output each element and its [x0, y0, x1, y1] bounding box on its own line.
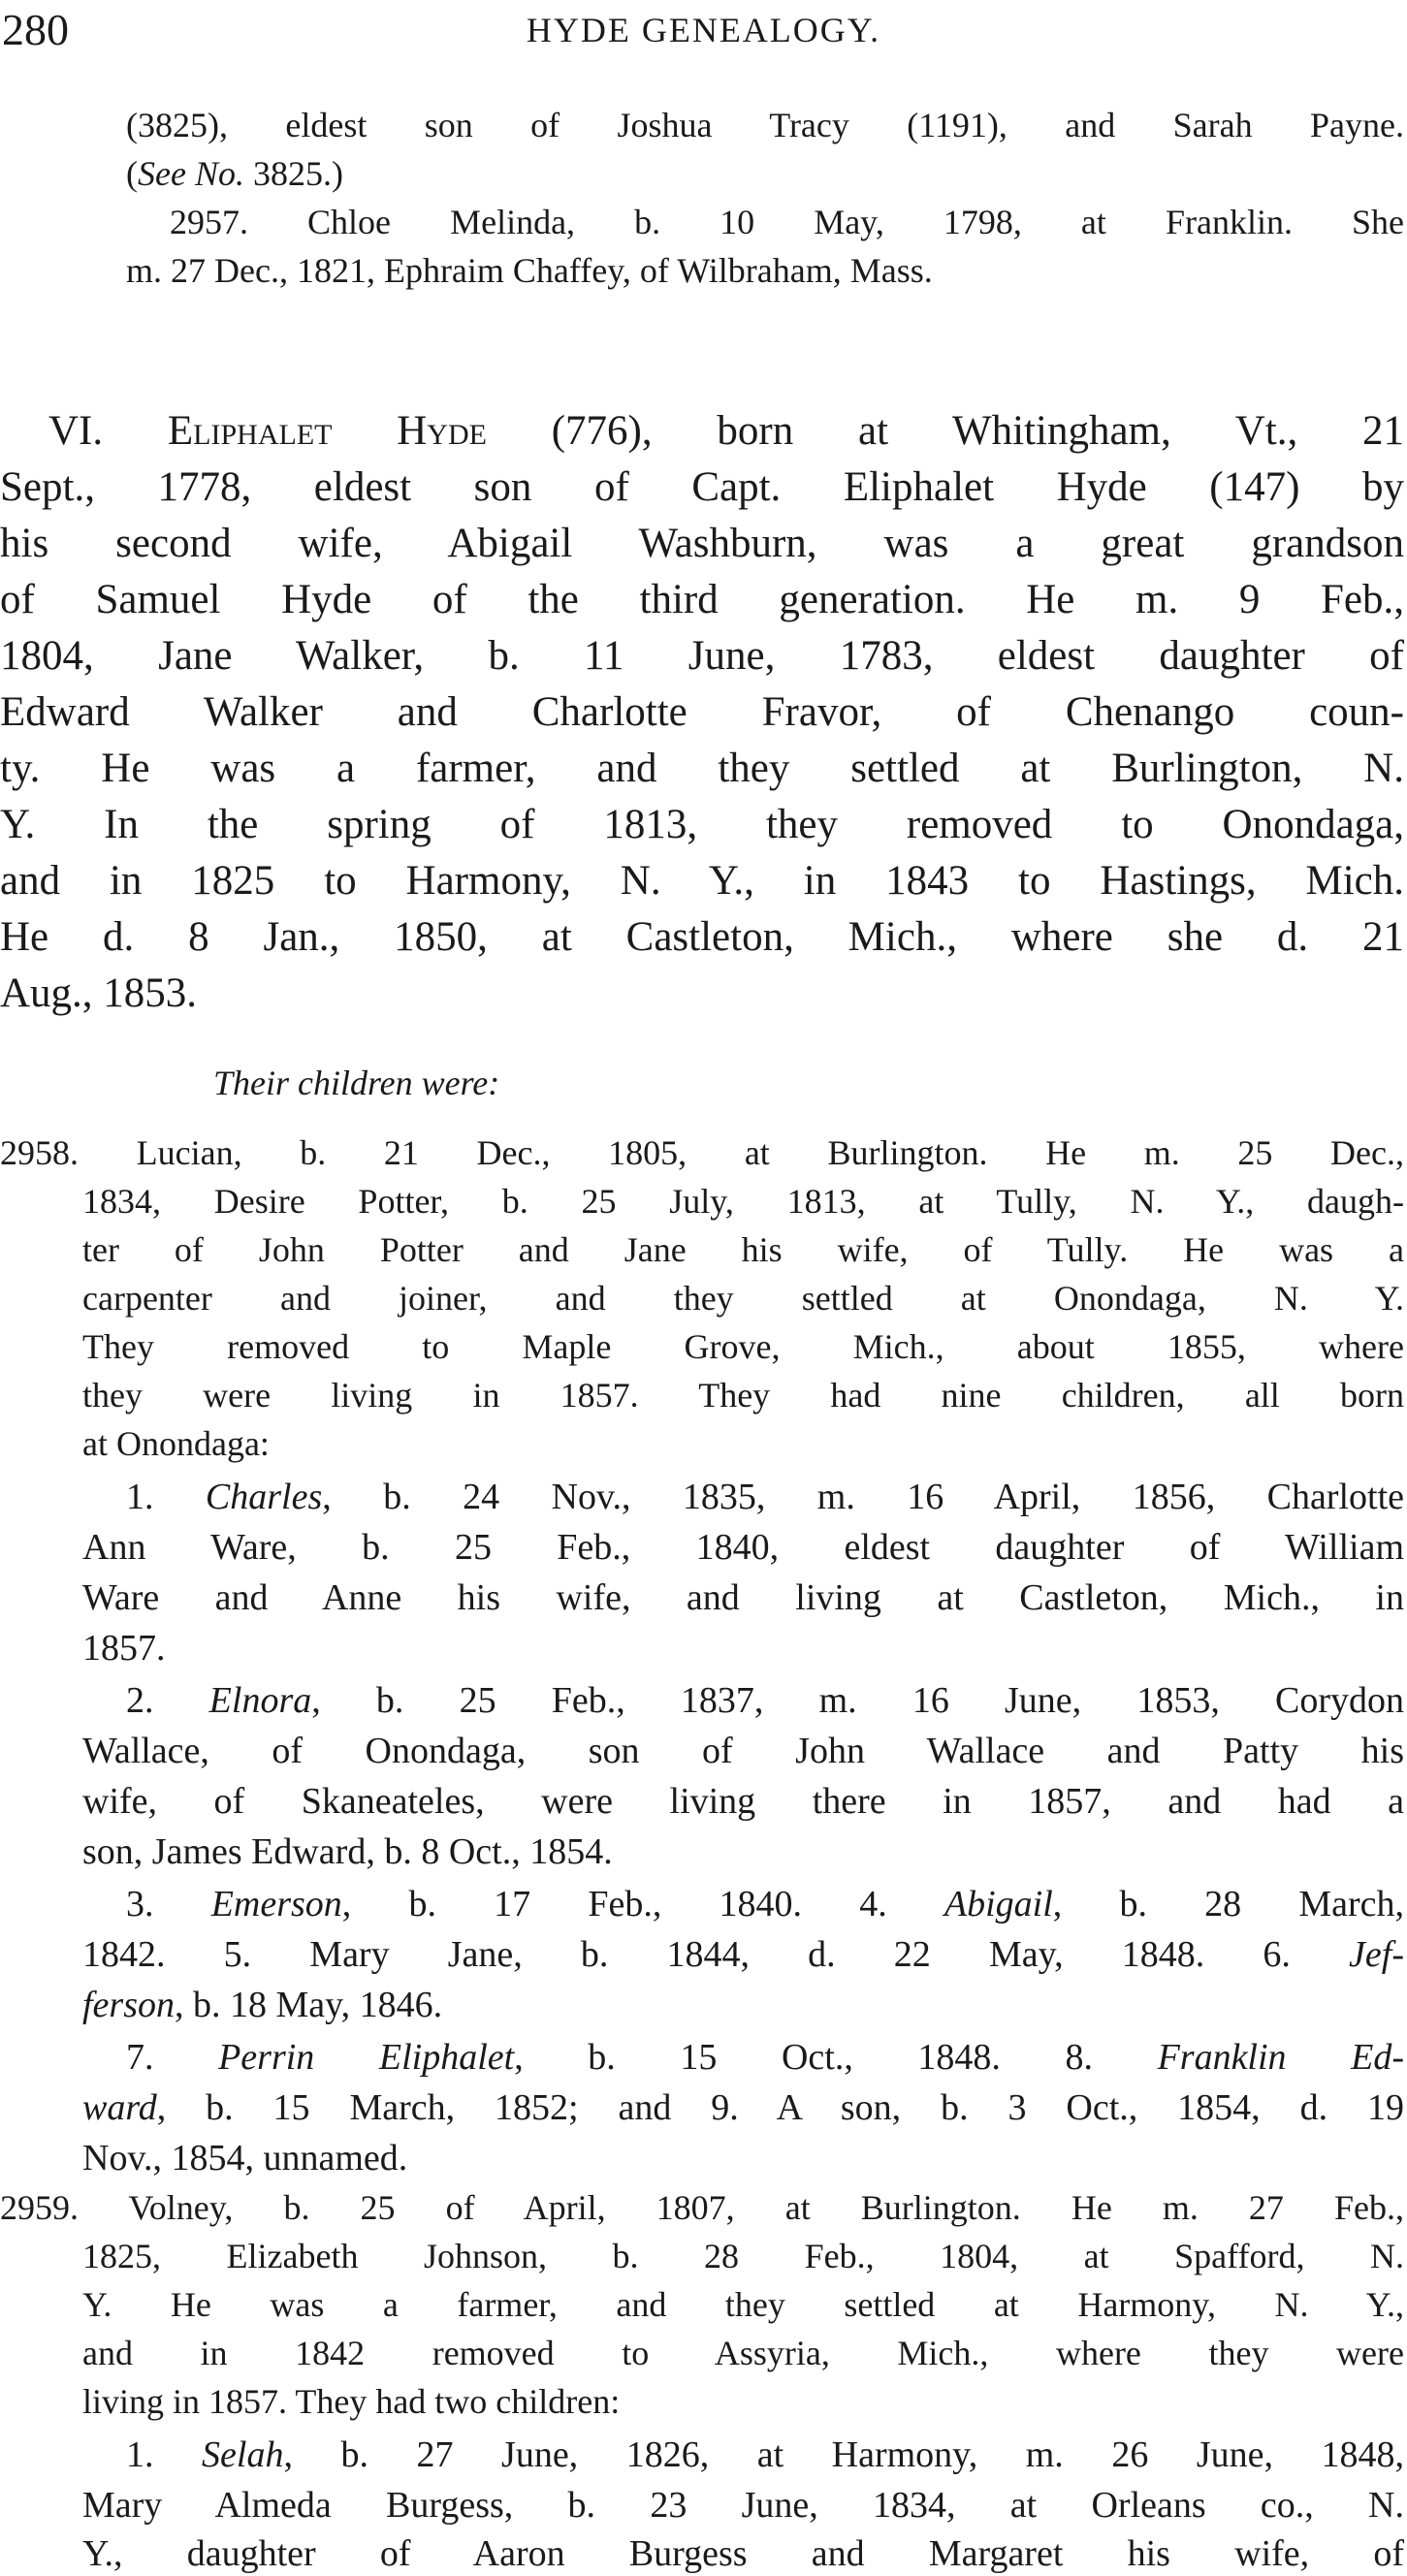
section-line-8: Y. In the spring of 1813, they removed to Onondaga,: [0, 802, 1404, 847]
child-number: 3.: [126, 1884, 211, 1924]
child-details: , b. 27 June, 1826, at Harmony, m. 26 June, 1848,: [283, 2434, 1405, 2475]
child-selah-line-3: Y., daughter of Aaron Burgess and Margaret his wife, of: [82, 2533, 1404, 2574]
child-details: , b. 25 Feb., 1837, m. 16 June, 1853, Corydon: [311, 1680, 1404, 1721]
child-number: 7.: [126, 2037, 219, 2078]
child-number: 1.: [126, 1477, 206, 1517]
child-name: Franklin Ed-: [1157, 2037, 1404, 2078]
child-name: Selah: [202, 2434, 284, 2475]
section-line-10: He d. 8 Jan., 1850, at Castleton, Mich., where she d. 21: [0, 914, 1404, 960]
entry-2958-line-4: carpenter and joiner, and they settled at Onondaga, N. Y.: [82, 1279, 1404, 1318]
section-line-9: and in 1825 to Harmony, N. Y., in 1843 to Hastings, Mich.: [0, 858, 1404, 904]
child-details: , b. 15 March, 1852; and 9. A son, b. 3 Oct., 1854, d. 19: [156, 2087, 1404, 2128]
section-line-6: Edward Walker and Charlotte Fravor, of Chenango coun-: [0, 689, 1404, 735]
children-8-9-line-2: [82, 2086, 1404, 2129]
child-name: Emerson: [210, 1884, 342, 1924]
children-6-line-3: [82, 1984, 442, 2026]
child-name: ward: [82, 2087, 157, 2128]
children-3-4-line-1: [126, 1883, 1404, 1925]
entry-2958-line-7: at Onondaga:: [82, 1424, 270, 1463]
child-details: , b. 18 May, 1846.: [175, 1985, 443, 2025]
child-name: ferson: [82, 1985, 175, 2025]
entry-2959-line-5: living in 1857. They had two children:: [82, 2382, 621, 2421]
paren-open: (: [126, 154, 138, 193]
child-charles-line-1: [126, 1476, 1404, 1518]
entry-2958-line-3: ter of John Potter and Jane his wife, of Tully. He was a: [82, 1230, 1404, 1269]
entry-2958-line-1: 2958. Lucian, b. 21 Dec., 1805, at Burlington. He m. 25 Dec.,: [0, 1133, 1404, 1172]
children-heading-text: Their children were:: [213, 1064, 500, 1102]
child-elnora-line-2: Wallace, of Onondaga, son of John Wallace and Patty his: [82, 1731, 1404, 1771]
child-selah-line-1: [126, 2433, 1404, 2476]
child-details: 1842. 5. Mary Jane, b. 1844, d. 22 May, 1848. 6.: [82, 1934, 1350, 1975]
section-line-7: ty. He was a farmer, and they settled at Burlington, N.: [0, 746, 1404, 791]
child-charles-line-4: 1857.: [82, 1628, 166, 1669]
entry-2958-line-2: 1834, Desire Potter, b. 25 July, 1813, at Tully, N. Y., daugh-: [82, 1182, 1404, 1221]
child-name: Charles: [205, 1477, 323, 1517]
intro-line-1: (3825), eldest son of Joshua Tracy (1191), and Sarah Payne.: [126, 106, 1404, 144]
children-heading: [213, 1063, 499, 1103]
entry-2958-line-6: they were living in 1857. They had nine children, all born: [82, 1376, 1404, 1415]
section-line-3: his second wife, Abigail Washburn, was a great grandson: [0, 521, 1404, 566]
section-line-5: 1804, Jane Walker, b. 11 June, 1783, eldest daughter of: [0, 633, 1404, 679]
child-elnora-line-3: wife, of Skaneateles, were living there in 1857, and had a: [82, 1781, 1404, 1822]
page-number: 280: [2, 5, 69, 54]
reference-number: 3825.): [243, 154, 343, 193]
children-7-8-line-1: [126, 2036, 1404, 2079]
child-details: , b. 15 Oct., 1848. 8.: [514, 2037, 1158, 2078]
page-header: [0, 0, 1407, 68]
child-elnora-line-4: son, James Edward, b. 8 Oct., 1854.: [82, 1831, 613, 1872]
child-elnora-line-1: [126, 1679, 1404, 1722]
child-name: Elnora: [208, 1680, 312, 1721]
intro-line-4: m. 27 Dec., 1821, Ephraim Chaffey, of Wilbraham, Mass.: [126, 251, 933, 290]
entry-2959-line-1: 2959. Volney, b. 25 of April, 1807, at Burlington. He m. 27 Feb.,: [0, 2188, 1404, 2227]
child-name: Jef-: [1349, 1934, 1404, 1975]
child-charles-line-3: Ware and Anne his wife, and living at Castleton, Mich., in: [82, 1577, 1404, 1618]
child-number: 2.: [126, 1680, 209, 1721]
section-line-2: Sept., 1778, eldest son of Capt. Eliphalet Hyde (147) by: [0, 464, 1404, 510]
intro-line-3: 2957. Chloe Melinda, b. 10 May, 1798, at Franklin. She: [170, 203, 1404, 241]
section-line-4: of Samuel Hyde of the third generation. He m. 9 Feb.,: [0, 577, 1404, 622]
see-reference: See No.: [138, 154, 244, 193]
section-numeral: VI.: [48, 408, 168, 454]
child-selah-line-2: Mary Almeda Burgess, b. 23 June, 1834, at Orleans co., N.: [82, 2485, 1404, 2526]
child-name: Abigail: [943, 1884, 1053, 1924]
child-name: Perrin Eliphalet: [218, 2037, 515, 2078]
child-details: , b. 24 Nov., 1835, m. 16 April, 1856, Charlotte: [322, 1477, 1405, 1517]
entry-2959-line-2: 1825, Elizabeth Johnson, b. 28 Feb., 1804, at Spafford, N.: [82, 2237, 1404, 2275]
entry-2958-line-5: They removed to Maple Grove, Mich., about 1855, where: [82, 1327, 1404, 1366]
intro-line-2: [126, 153, 343, 194]
child-charles-line-2: Ann Ware, b. 25 Feb., 1840, eldest daughter of William: [82, 1527, 1404, 1568]
child-details: , b. 28 March,: [1052, 1884, 1404, 1924]
children-9-line-3: Nov., 1854, unnamed.: [82, 2138, 408, 2178]
section-name: Eliphalet Hyde: [167, 408, 487, 454]
entry-2959-line-3: Y. He was a farmer, and they settled at Harmony, N. Y.,: [82, 2285, 1404, 2324]
section-line-1: [48, 407, 1404, 455]
section-line-11: Aug., 1853.: [0, 970, 198, 1016]
children-5-6-line-2: [82, 1933, 1404, 1976]
running-title: HYDE GENEALOGY.: [526, 11, 881, 49]
child-number: 1.: [126, 2434, 203, 2475]
child-details: , b. 17 Feb., 1840. 4.: [341, 1884, 944, 1924]
section-line-1-rest: (776), born at Whitingham, Vt., 21: [486, 408, 1405, 454]
entry-2959-line-4: and in 1842 removed to Assyria, Mich., where they were: [82, 2334, 1404, 2372]
